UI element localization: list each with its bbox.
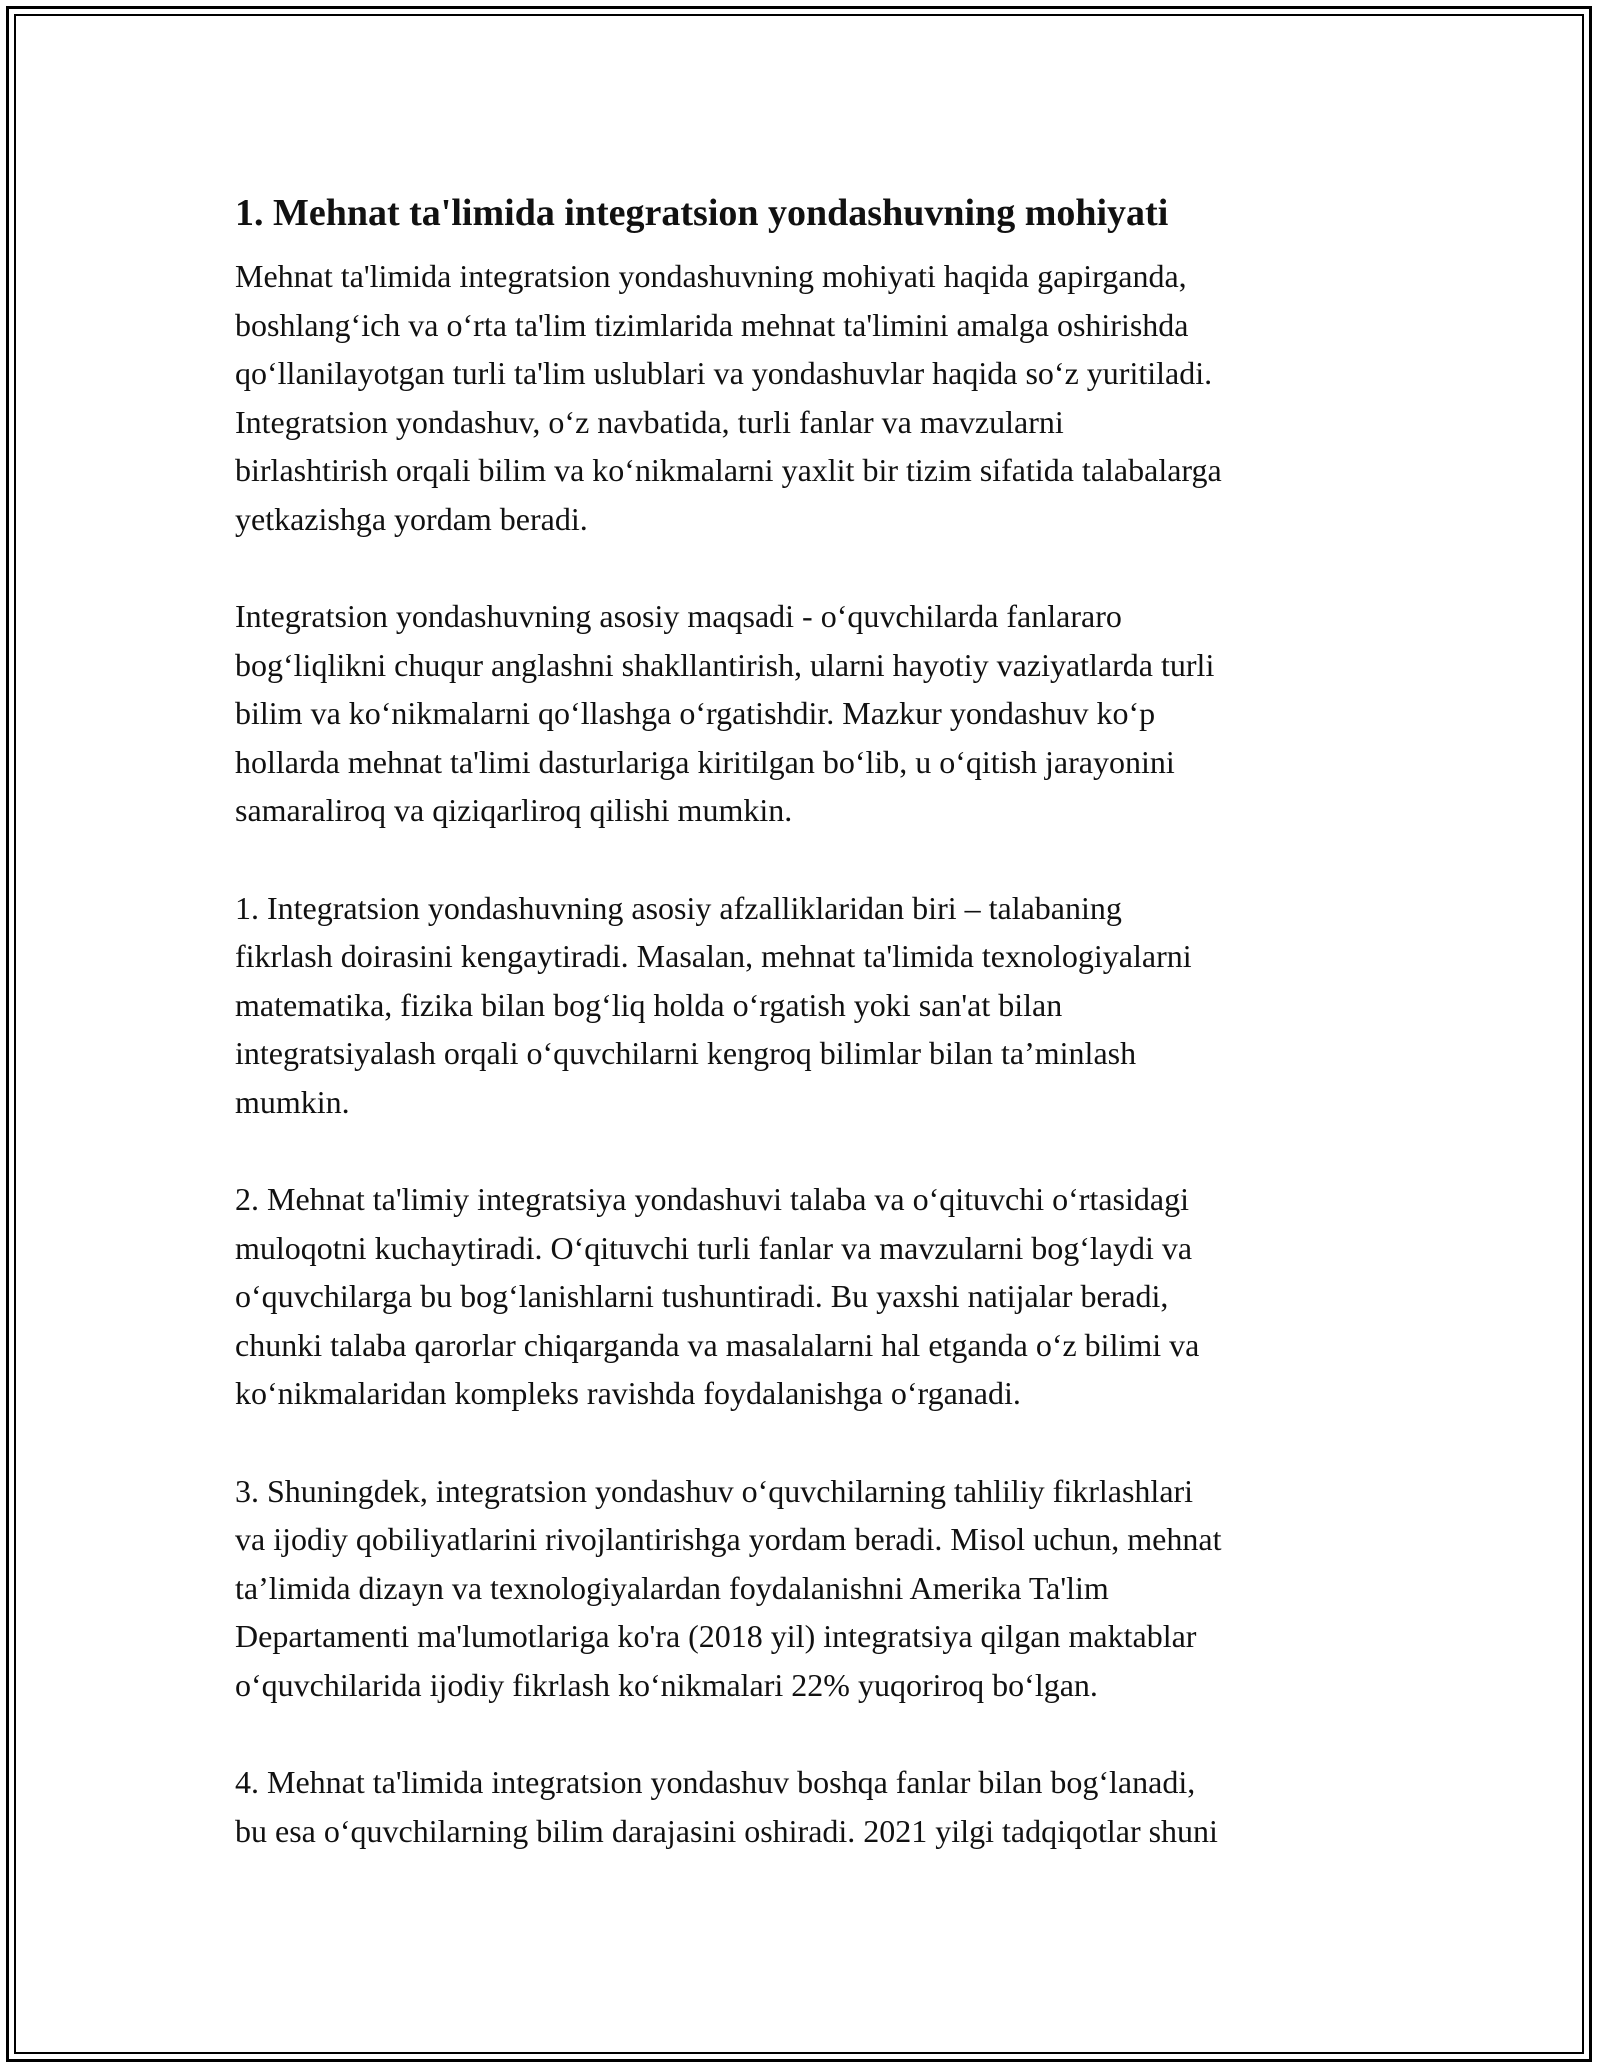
text-line: muloqotni kuchaytiradi. O‘qituvchi turli fanlar va mavzularni bog‘laydi va <box>235 1229 1193 1266</box>
text-line: 3. Shuningdek, integratsion yondashuv o‘quvchilarning tahliliy fikrlashlari <box>235 1472 1194 1509</box>
text-line: Integratsion yondashuv, o‘z navbatida, turli fanlar va mavzularni <box>235 403 1064 440</box>
text-line: Mehnat ta'limida integratsion yondashuvning mohiyati haqida gapirganda, <box>235 258 1187 294</box>
text-line: 1. Integratsion yondashuvning asosiy afzalliklaridan biri – talabaning <box>235 889 1122 926</box>
text-line: bu esa o‘quvchilarning bilim darajasini oshiradi. 2021 yilgi tadqiqotlar shuni <box>235 1812 1218 1849</box>
paragraph-point-4 <box>235 1758 1375 1855</box>
text-line: ko‘nikmalaridan kompleks ravishda foydalanishga o‘rganadi. <box>235 1375 1021 1411</box>
text-line: o‘quvchilarga bu bog‘lanishlarni tushuntiradi. Bu yaxshi natijalar beradi, <box>235 1278 1169 1314</box>
document-content <box>235 186 1375 1904</box>
paragraph-intro <box>235 252 1375 543</box>
text-line: chunki talaba qarorlar chiqarganda va masalalarni hal etganda o‘z bilimi va <box>235 1326 1200 1363</box>
text-line: 4. Mehnat ta'limida integratsion yondashuv boshqa fanlar bilan bog‘lanadi, <box>235 1764 1196 1800</box>
text-line: 2. Mehnat ta'limiy integratsiya yondashuvi talaba va o‘qituvchi o‘rtasidagi <box>235 1181 1189 1217</box>
text-line: boshlang‘ich va o‘rta ta'lim tizimlarida mehnat ta'limini amalga oshirishda <box>235 306 1189 343</box>
paragraph-point-2 <box>235 1175 1375 1418</box>
text-line: qo‘llanilayotgan turli ta'lim uslublari va yondashuvlar haqida so‘z yuritiladi. <box>235 355 1213 391</box>
text-line: fikrlash doirasini kengaytiradi. Masalan, mehnat ta'limida texnologiyalarni <box>235 938 1192 974</box>
text-line: bilim va ko‘nikmalarni qo‘llashga o‘rgatishdir. Mazkur yondashuv ko‘p <box>235 695 1156 731</box>
text-line: hollarda mehnat ta'limi dasturlariga kiritilgan bo‘lib, u o‘qitish jarayonini <box>235 743 1175 780</box>
text-line: o‘quvchilarida ijodiy fikrlash ko‘nikmalari 22% yuqoriroq bo‘lgan. <box>235 1666 1098 1703</box>
text-line: mumkin. <box>235 1083 350 1120</box>
text-line: Departamenti ma'lumotlariga ko'ra (2018 yil) integratsiya qilgan maktablar <box>235 1618 1197 1654</box>
paragraph-point-1 <box>235 884 1375 1127</box>
text-line: bog‘liqlikni chuqur anglashni shakllantirish, ularni hayotiy vaziyatlarda turli <box>235 646 1215 683</box>
paragraph-point-3 <box>235 1467 1375 1710</box>
text-line: matematika, fizika bilan bog‘liq holda o‘rgatish yoki san'at bilan <box>235 986 1063 1023</box>
text-line: va ijodiy qobiliyatlarini rivojlantirishga yordam beradi. Misol uchun, mehnat <box>235 1521 1222 1557</box>
text-line: yetkazishga yordam beradi. <box>235 500 588 537</box>
section-heading: 1. Mehnat ta'limida integratsion yondashuvning mohiyati <box>235 192 1169 234</box>
text-line: Integratsion yondashuvning asosiy maqsadi - o‘quvchilarda fanlararo <box>235 598 1122 634</box>
text-line: ta’limida dizayn va texnologiyalardan foydalanishni Amerika Ta'lim <box>235 1569 1109 1606</box>
text-line: samaraliroq va qiziqarliroq qilishi mumkin. <box>235 792 793 828</box>
paragraph-main-goal <box>235 592 1375 835</box>
text-line: birlashtirish orqali bilim va ko‘nikmalarni yaxlit bir tizim sifatida talabalarga <box>235 452 1222 488</box>
text-line: integratsiyalash orqali o‘quvchilarni kengroq bilimlar bilan ta’minlash <box>235 1035 1137 1071</box>
